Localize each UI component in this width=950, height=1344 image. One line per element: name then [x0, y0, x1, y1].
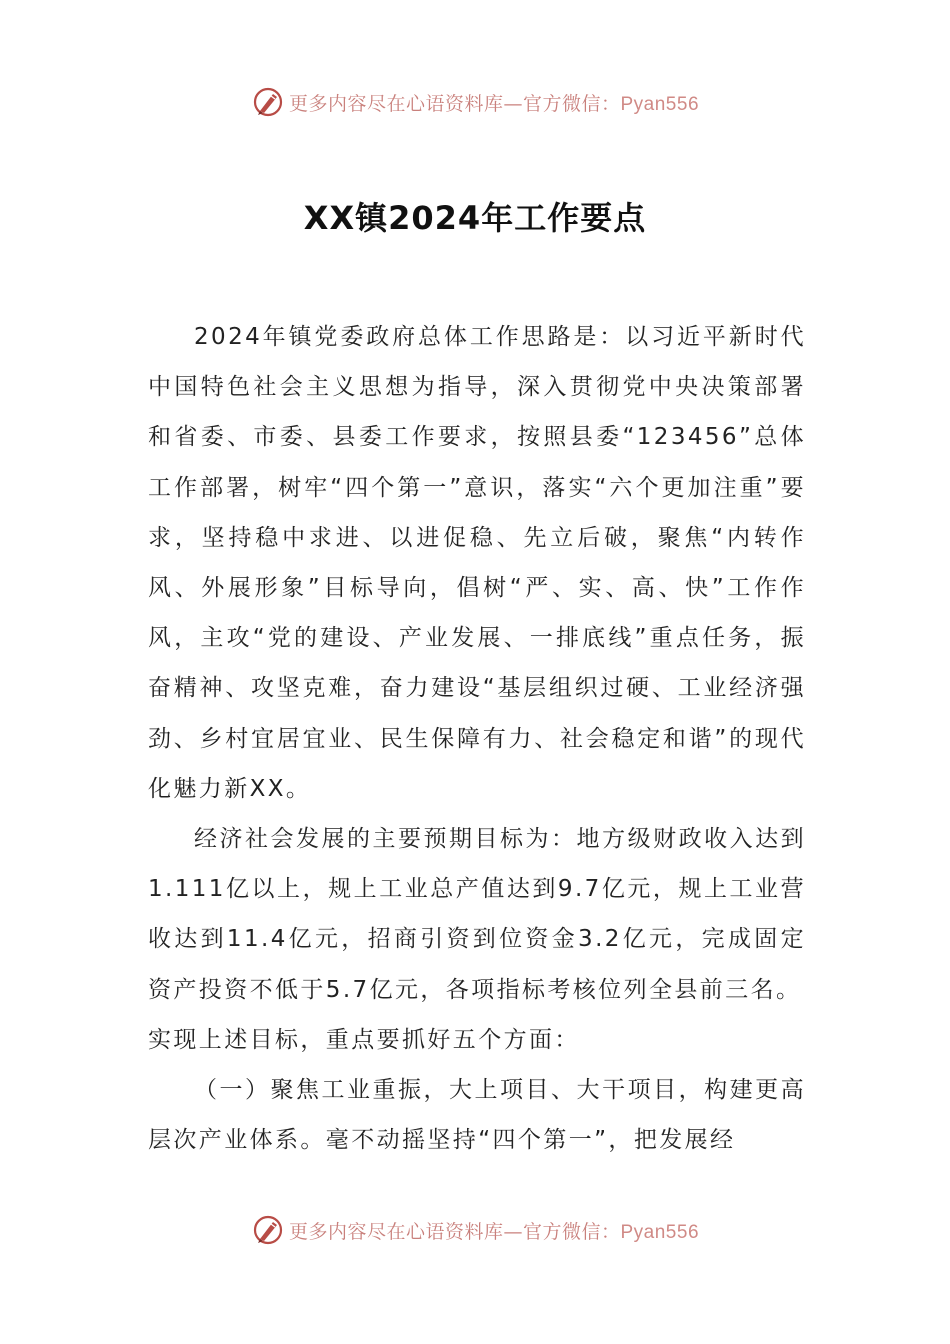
watermark-handle: Pyan556: [620, 93, 700, 115]
watermark-text: 更多内容尽在心语资料库—官方微信：Pyan556: [288, 1220, 700, 1243]
document-title: XX镇2024年工作要点: [303, 199, 647, 238]
pen-logo-icon: [251, 1213, 285, 1247]
watermark-handle: Pyan556: [620, 1221, 700, 1243]
paragraph-targets: 经济社会发展的主要预期目标为：地方级财政收入达到1.111亿以上，规上工业总产值达到9.7亿元，规上工业营收达到11.4亿元，招商引资到位资金3.2亿元，完成固定资产投资不低于5.7亿元，各项指标考核位列全县前三名。: [148, 826, 806, 1003]
paragraph-section-one: （一）聚焦工业重振，大上项目、大干项目，构建更高层次产业体系。毫不动摇坚持“四个第一”，把发展经: [148, 1077, 806, 1154]
pen-logo-icon: [251, 85, 285, 119]
watermark-banner-bottom: [0, 1210, 950, 1250]
paragraph-focus-intro: 实现上述目标，重点要抓好五个方面：: [148, 1026, 580, 1053]
document-body: [148, 312, 806, 1165]
paragraph-guideline: 2024年镇党委政府总体工作思路是：以习近平新时代中国特色社会主义思想为指导，深入贯彻党中央决策部署和省委、市委、县委工作要求，按照县委“123456”总体工作部署，树牢“四个第一”意识，落实“六个更加注重”要求，坚持稳中求进、以进促稳、先立后破，聚焦“内转作风、外展形象”目标导向，倡树“严、实、高、快”工作作风，主攻“党的建设、产业发展、一排底线”重点任务，振奋精神、攻坚克难，奋力建设“基层组织过硬、工业经济强劲、乡村宜居宜业、民生保障有力、社会稳定和谐”的现代化魅力新XX。: [148, 324, 806, 802]
watermark-text: 更多内容尽在心语资料库—官方微信：Pyan556: [288, 92, 700, 115]
watermark-banner-top: [0, 82, 950, 122]
